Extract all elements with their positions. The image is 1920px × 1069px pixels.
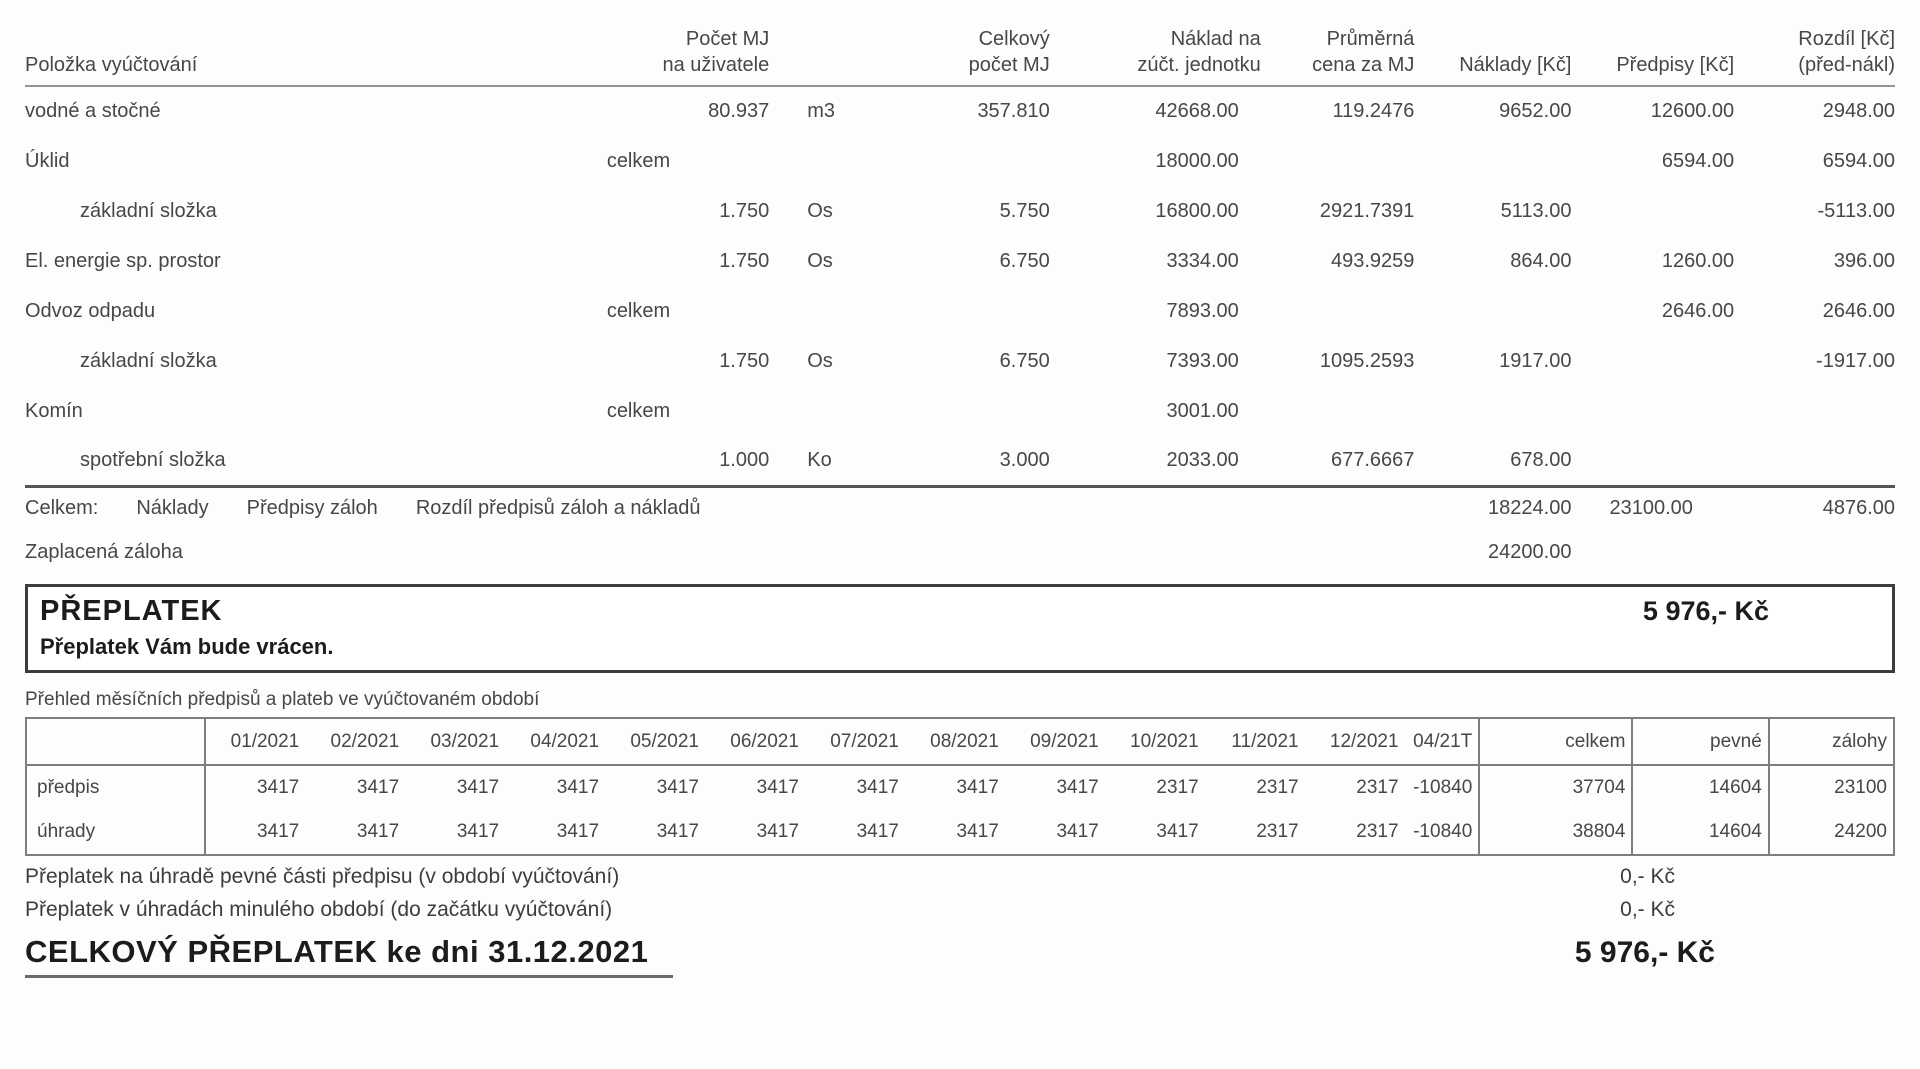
item-label: Odvoz odpadu (25, 299, 156, 322)
prescriptions-value (1571, 186, 1734, 236)
avg-price-value (1265, 136, 1415, 186)
diff-value: 2948.00 (1822, 100, 1895, 122)
zalohy-value: 24200 (1769, 810, 1894, 855)
diff-value: -5113.00 (1817, 199, 1895, 222)
billing-table-body (25, 86, 1895, 486)
month-value: 2317 (1256, 777, 1299, 798)
costs-value: 9652.00 (1499, 100, 1572, 122)
month-header: 12/2021 (1329, 730, 1399, 752)
qty-value: 1.750 (719, 349, 770, 372)
item-label: El. energie sp. prostor (25, 249, 221, 272)
qty-value: celkem (606, 149, 671, 172)
totals-diff-label: Rozdíl předpisů záloh a nákladů (415, 497, 701, 520)
totals-costs-value: 18224.00 (1488, 497, 1572, 520)
unit-value: Ko (807, 448, 832, 471)
prescriptions-value: 1260.00 (1661, 249, 1735, 272)
table-row-uklid (25, 136, 1895, 186)
diff-value: 2646.00 (1822, 299, 1895, 322)
overpayment-note: Přeplatek Vám bude vrácen. (40, 634, 334, 659)
table-row-zakladni-slozka-odvoz (25, 336, 1895, 386)
celkem-value: 38804 (1479, 810, 1632, 855)
col-header-qty: Počet MJ na uživatele (662, 28, 770, 76)
costs-value (1414, 386, 1571, 436)
prescriptions-value: 2646.00 (1661, 299, 1735, 322)
prescriptions-value (1571, 386, 1734, 436)
month-value: 2317 (1356, 821, 1399, 842)
month-header: 09/2021 (1030, 730, 1099, 752)
totals-labels (25, 486, 1414, 530)
zalohy-header: zálohy (1769, 718, 1894, 765)
month-header: 06/2021 (730, 730, 799, 752)
avg-price-value (1265, 286, 1415, 336)
celkem-value: 37704 (1479, 765, 1632, 810)
month-value: 3417 (856, 821, 899, 842)
overpayment-previous-period-label: Přeplatek v úhradách minulého období (do začátku vyúčtování) (25, 898, 613, 921)
paid-deposit-value: 24200.00 (1488, 540, 1572, 563)
avg-price-value: 1095.2593 (1319, 349, 1415, 372)
avg-price-value: 2921.7391 (1319, 199, 1415, 222)
qty-value: 1.750 (719, 199, 770, 222)
month-value: 3417 (256, 777, 300, 798)
predpis-row-label: předpis (26, 765, 205, 810)
col-header-cost-per-unit: Náklad na zúčt. jednotku (1137, 28, 1261, 76)
cost-per-unit-value: 3001.00 (1166, 399, 1239, 422)
item-label: vodné a stočné (25, 100, 161, 122)
table-row-komin (25, 386, 1895, 436)
costs-value (1414, 136, 1571, 186)
month-value: 3417 (756, 821, 799, 842)
month-value: 3417 (1056, 777, 1099, 798)
prescriptions-value (1571, 436, 1734, 486)
unit-value: Os (807, 249, 833, 272)
celkem-header: celkem (1479, 718, 1632, 765)
month-value: 3417 (656, 777, 699, 798)
month-value: 3417 (356, 821, 400, 842)
cost-per-unit-value: 2033.00 (1166, 448, 1239, 471)
paid-deposit-row (25, 530, 1895, 574)
totals-prescriptions-value: 23100.00 (1609, 497, 1693, 520)
costs-value (1414, 286, 1571, 336)
total-overpayment-line (25, 934, 1895, 978)
overpayment-amount: 5 976,- Kč (1642, 596, 1769, 626)
costs-value: 678.00 (1510, 448, 1572, 471)
billing-table-header (25, 26, 1895, 86)
item-label: základní složka (80, 349, 217, 372)
month-value: 2317 (1356, 777, 1399, 798)
unit-value (769, 136, 849, 186)
month-value: 3417 (1056, 821, 1099, 842)
total-mj-value: 6.750 (999, 349, 1050, 372)
month-header: 08/2021 (930, 730, 999, 752)
table-row-el-energie (25, 236, 1895, 286)
costs-value: 5113.00 (1500, 199, 1572, 222)
total-overpayment-value: 5 976,- Kč (1574, 936, 1715, 969)
month-value-0421t: -10840 (1413, 777, 1473, 798)
overpayment-fixed-part-value: 0,- Kč (1620, 865, 1675, 888)
uhrady-row-label: úhrady (26, 810, 205, 855)
month-value: 3417 (656, 821, 699, 842)
month-value: 3417 (456, 821, 500, 842)
diff-value (1734, 386, 1895, 436)
avg-price-value: 493.9259 (1330, 249, 1415, 272)
avg-price-value (1265, 386, 1415, 436)
overpayment-previous-period-line (25, 898, 1895, 922)
col-header-costs: Náklady [Kč] (1459, 54, 1572, 76)
table-row-odvoz-odpadu (25, 286, 1895, 336)
pevne-value: 14604 (1632, 765, 1768, 810)
month-value: 3417 (856, 777, 899, 798)
qty-value: 1.000 (719, 448, 770, 471)
overpayment-box (25, 584, 1895, 673)
total-mj-value (850, 286, 1050, 336)
overpayment-title: PŘEPLATEK (40, 595, 223, 627)
qty-value: celkem (606, 399, 671, 422)
avg-price-value: 119.2476 (1332, 100, 1415, 122)
month-header: 04/2021 (530, 730, 600, 752)
diff-value: -1917.00 (1816, 349, 1895, 372)
total-mj-value: 3.000 (999, 448, 1050, 471)
col-header-prescriptions: Předpisy [Kč] (1616, 54, 1735, 76)
totals-section (25, 486, 1895, 574)
total-overpayment-label: CELKOVÝ PŘEPLATEK ke dni 31.12.2021 (25, 934, 673, 978)
billing-items-table (25, 26, 1895, 574)
cost-per-unit-value: 18000.00 (1155, 149, 1239, 172)
pevne-value: 14604 (1632, 810, 1768, 855)
cost-per-unit-value: 7893.00 (1166, 299, 1239, 322)
monthly-table (25, 717, 1895, 856)
predpis-row (26, 765, 1894, 810)
total-mj-value (850, 136, 1050, 186)
col-header-total-mj: Celkový počet MJ (968, 28, 1050, 76)
month-value: 3417 (1156, 821, 1199, 842)
total-mj-value (850, 386, 1050, 436)
month-value: 3417 (556, 777, 600, 798)
diff-value (1734, 436, 1895, 486)
cost-per-unit-value: 7393.00 (1166, 349, 1239, 372)
month-value: 3417 (556, 821, 600, 842)
diff-value: 6594.00 (1822, 149, 1895, 172)
monthly-corner-cell (26, 718, 205, 765)
unit-value: Os (807, 349, 833, 372)
costs-value: 864.00 (1510, 249, 1572, 272)
totals-costs-label: Náklady (136, 497, 209, 520)
prescriptions-value: 6594.00 (1661, 149, 1735, 172)
pevne-header: pevné (1632, 718, 1768, 765)
zalohy-value: 23100 (1769, 765, 1894, 810)
total-mj-value: 357.810 (977, 100, 1050, 122)
item-label: Komín (25, 399, 83, 422)
month-header: 01/2021 (230, 730, 300, 752)
col-header-item: Položka vyúčtování (25, 54, 198, 76)
col-header-diff: Rozdíl [Kč] (před-nákl) (1798, 28, 1895, 76)
unit-value: Os (807, 199, 833, 222)
table-row-zakladni-slozka-uklid (25, 186, 1895, 236)
month-header: 11/2021 (1231, 730, 1299, 752)
totals-caption: Celkem: (25, 497, 99, 520)
totals-row (25, 486, 1895, 530)
overpayment-previous-period-value: 0,- Kč (1620, 898, 1675, 921)
qty-value: celkem (606, 299, 671, 322)
unit-value: m3 (807, 100, 836, 122)
cost-per-unit-value: 16800.00 (1155, 199, 1239, 222)
month-value-0421t: -10840 (1413, 821, 1473, 842)
month-header: 07/2021 (830, 730, 899, 752)
month-value: 3417 (356, 777, 400, 798)
table-row-vodne-a-stocne (25, 86, 1895, 136)
cost-per-unit-value: 42668.00 (1155, 100, 1239, 122)
diff-value: 396.00 (1833, 249, 1895, 272)
paid-deposit-label: Zaplacená záloha (25, 540, 183, 563)
month-header-0421t: 04/21T (1413, 730, 1473, 752)
monthly-table-caption: Přehled měsíčních předpisů a plateb ve vyúčtovaném období (25, 689, 540, 710)
monthly-table-body (26, 765, 1894, 855)
costs-value: 1917.00 (1499, 349, 1572, 372)
month-value: 3417 (756, 777, 799, 798)
monthly-table-header (26, 718, 1894, 765)
month-header: 10/2021 (1130, 730, 1199, 752)
col-header-avg-price: Průměrná cena za MJ (1312, 28, 1415, 76)
month-value: 3417 (956, 821, 999, 842)
month-header: 05/2021 (630, 730, 699, 752)
item-label: spotřební složka (80, 448, 226, 471)
totals-prescriptions-label: Předpisy záloh (246, 497, 378, 520)
item-label: základní složka (80, 199, 217, 222)
month-value: 2317 (1156, 777, 1199, 798)
total-mj-value: 5.750 (999, 199, 1050, 222)
month-header: 03/2021 (430, 730, 500, 752)
item-label: Úklid (25, 149, 70, 172)
cost-per-unit-value: 3334.00 (1166, 249, 1239, 272)
unit-value (769, 286, 849, 336)
month-value: 3417 (456, 777, 500, 798)
month-value: 3417 (956, 777, 999, 798)
total-mj-value: 6.750 (999, 249, 1050, 272)
month-value: 3417 (256, 821, 300, 842)
col-header-unit (769, 26, 849, 86)
month-value: 2317 (1256, 821, 1299, 842)
avg-price-value: 677.6667 (1330, 448, 1415, 471)
qty-value: 1.750 (719, 249, 770, 272)
qty-value: 80.937 (708, 100, 770, 122)
unit-value (769, 386, 849, 436)
prescriptions-value (1571, 336, 1734, 386)
uhrady-row (26, 810, 1894, 855)
overpayment-fixed-part-line (25, 865, 1895, 889)
totals-diff-value: 4876.00 (1822, 497, 1895, 520)
overpayment-fixed-part-label: Přeplatek na úhradě pevné části předpisu (v období vyúčtování) (25, 865, 620, 888)
table-row-spotrebni-slozka (25, 436, 1895, 486)
month-header: 02/2021 (330, 730, 400, 752)
prescriptions-value: 12600.00 (1650, 100, 1735, 122)
